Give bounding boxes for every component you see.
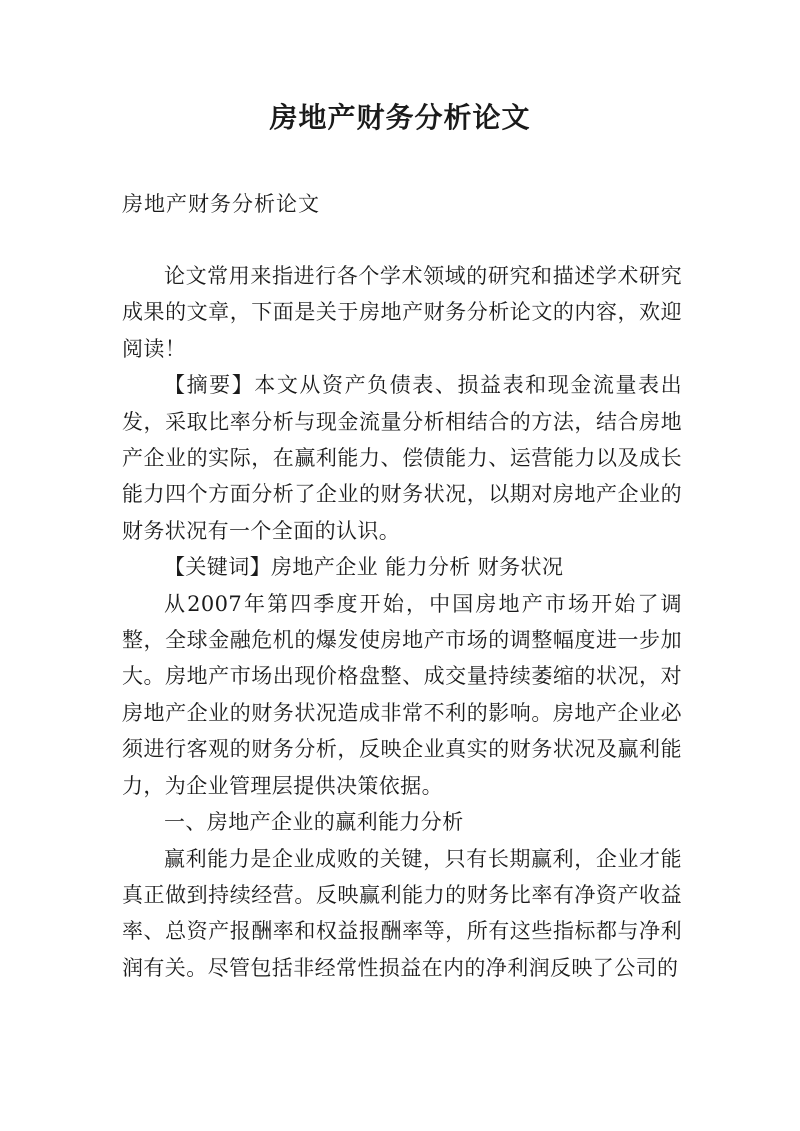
background-paragraph: 从2007年第四季度开始，中国房地产市场开始了调整，全球金融危机的爆发使房地产市场的调整幅度进一步加大。房地产市场出现价格盘整、成交量持续萎缩的状况，对房地产企业的财务状况造成非常不利的影响。房地产企业必须进行客观的财务分析，反映企业真实的财务状况及赢利能力，为企业管理层提供决策依据。 [122, 591, 682, 798]
profitability-paragraph: 赢利能力是企业成败的关键，只有长期赢利，企业才能真正做到持续经营。反映赢利能力的财务比率有净资产收益率、总资产报酬率和权益报酬率等，所有这些指标都与净利润有关。尽管包括非经常性损益在内的净利润反映了公司的 [122, 846, 682, 980]
document-subtitle: 房地产财务分析论文 [122, 192, 320, 216]
abstract-paragraph: 【摘要】本文从资产负债表、损益表和现金流量表出发，采取比率分析与现金流量分析相结合的方法，结合房地产企业的实际，在赢利能力、偿债能力、运营能力以及成长能力四个方面分析了企业的财务状况，以期对房地产企业的财务状况有一个全面的认识。 [122, 373, 682, 543]
keywords-paragraph: 【关键词】房地产企业 能力分析 财务状况 [164, 555, 564, 580]
document-title: 房地产财务分析论文 [269, 101, 531, 134]
document-body [122, 258, 682, 986]
section-heading: 一、房地产企业的赢利能力分析 [164, 810, 464, 835]
intro-paragraph: 论文常用来指进行各个学术领域的研究和描述学术研究成果的文章，下面是关于房地产财务分析论文的内容，欢迎阅读！ [122, 264, 682, 361]
